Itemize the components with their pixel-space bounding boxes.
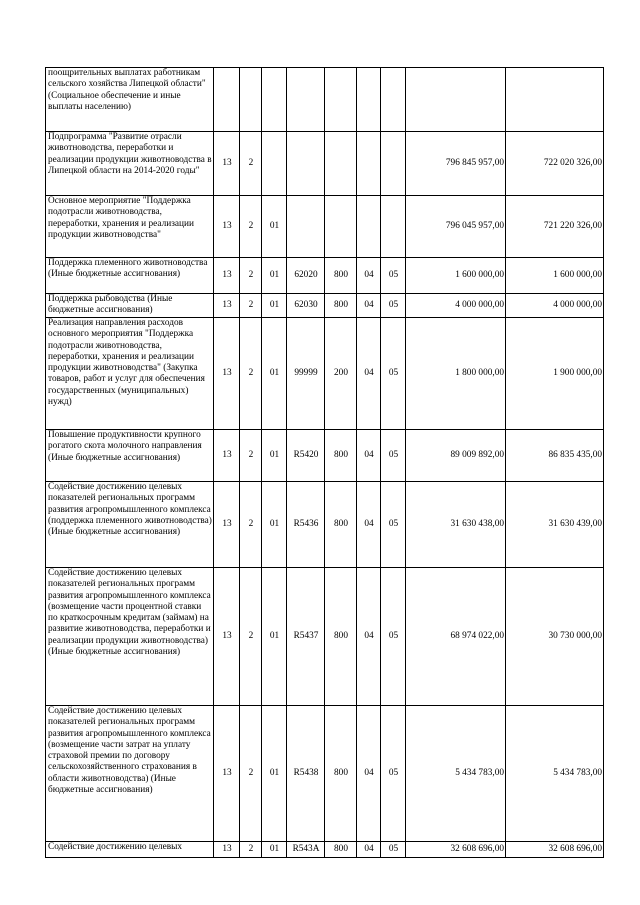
amount-2-cell: 31 630 439,00: [506, 482, 604, 568]
col-5-cell: 800: [325, 482, 357, 568]
col-1-cell: [214, 68, 240, 132]
col-6-cell: 04: [357, 430, 381, 482]
col-1-cell: 13: [214, 132, 240, 196]
table-row: [46, 68, 604, 132]
col-4-cell: 99999: [287, 318, 325, 430]
col-7-cell: [381, 68, 406, 132]
col-4-cell: R5438: [287, 706, 325, 842]
col-6-cell: [357, 68, 381, 132]
table-row: [46, 706, 604, 842]
col-7-cell: 05: [381, 482, 406, 568]
col-5-cell: [325, 196, 357, 258]
col-6-cell: 04: [357, 706, 381, 842]
col-4-cell: [287, 68, 325, 132]
col-4-cell: [287, 132, 325, 196]
table-row: [46, 842, 604, 858]
amount-2-cell: 30 730 000,00: [506, 568, 604, 706]
col-1-cell: 13: [214, 196, 240, 258]
col-2-cell: 2: [240, 318, 262, 430]
col-7-cell: 05: [381, 842, 406, 858]
col-4-cell: R543A: [287, 842, 325, 858]
row-name-cell: Основное мероприятие "Поддержка подотрасли животноводства, переработки, хранения и реализации продукции животноводства": [46, 196, 214, 258]
table-row: [46, 196, 604, 258]
col-3-cell: [262, 132, 287, 196]
col-4-cell: 62030: [287, 294, 325, 318]
amount-1-cell: 796 045 957,00: [406, 196, 506, 258]
col-4-cell: R5420: [287, 430, 325, 482]
col-7-cell: [381, 132, 406, 196]
col-6-cell: 04: [357, 318, 381, 430]
col-3-cell: [262, 68, 287, 132]
amount-2-cell: 5 434 783,00: [506, 706, 604, 842]
amount-2-cell: 1 600 000,00: [506, 258, 604, 294]
col-1-cell: 13: [214, 430, 240, 482]
col-6-cell: 04: [357, 568, 381, 706]
col-3-cell: 01: [262, 482, 287, 568]
table-row: [46, 482, 604, 568]
amount-1-cell: 89 009 892,00: [406, 430, 506, 482]
col-5-cell: [325, 68, 357, 132]
row-name-cell: Подпрограмма "Развитие отрасли животноводства, переработки и реализации продукции животноводства в Липецкой области на 2014-2020 годы": [46, 132, 214, 196]
col-4-cell: R5436: [287, 482, 325, 568]
col-1-cell: 13: [214, 706, 240, 842]
col-2-cell: 2: [240, 568, 262, 706]
col-7-cell: 05: [381, 568, 406, 706]
col-3-cell: 01: [262, 318, 287, 430]
col-7-cell: 05: [381, 258, 406, 294]
col-3-cell: 01: [262, 842, 287, 858]
amount-1-cell: 1 800 000,00: [406, 318, 506, 430]
col-2-cell: [240, 68, 262, 132]
row-name-cell: Содействие достижению целевых показателей региональных программ развития агропромышленного комплекса (возмещение части затрат на уплату страховой премии по договору сельскохозяйственного страхования в области животноводства) (Иные бюджетные ассигнования): [46, 706, 214, 842]
col-3-cell: 01: [262, 430, 287, 482]
row-name-cell: Поддержка рыбоводства (Иные бюджетные ассигнования): [46, 294, 214, 318]
col-7-cell: 05: [381, 318, 406, 430]
col-4-cell: [287, 196, 325, 258]
col-3-cell: 01: [262, 258, 287, 294]
col-5-cell: 200: [325, 318, 357, 430]
col-4-cell: 62020: [287, 258, 325, 294]
col-7-cell: [381, 196, 406, 258]
col-3-cell: 01: [262, 568, 287, 706]
row-name-cell: Поддержка племенного животноводства (Иные бюджетные ассигнования): [46, 258, 214, 294]
col-5-cell: 800: [325, 294, 357, 318]
col-5-cell: 800: [325, 706, 357, 842]
col-2-cell: 2: [240, 294, 262, 318]
amount-1-cell: 31 630 438,00: [406, 482, 506, 568]
col-1-cell: 13: [214, 842, 240, 858]
col-5-cell: 800: [325, 842, 357, 858]
amount-2-cell: 86 835 435,00: [506, 430, 604, 482]
amount-1-cell: [406, 68, 506, 132]
row-name-cell: Содействие достижению целевых показателей региональных программ развития агропромышленного комплекса (возмещение части процентной ставки по краткосрочным кредитам (займам) на развитие животноводства, переработки и реализации продукции животноводства) (Иные бюджетные ассигнования): [46, 568, 214, 706]
amount-2-cell: 32 608 696,00: [506, 842, 604, 858]
col-1-cell: 13: [214, 318, 240, 430]
table-row: [46, 568, 604, 706]
col-6-cell: [357, 132, 381, 196]
col-1-cell: 13: [214, 568, 240, 706]
amount-1-cell: 68 974 022,00: [406, 568, 506, 706]
row-name-cell: Содействие достижению целевых: [46, 842, 214, 858]
row-name-cell: Содействие достижению целевых показателей региональных программ развития агропромышленного комплекса (поддержка племенного животноводства) (Иные бюджетные ассигнования): [46, 482, 214, 568]
col-6-cell: 04: [357, 482, 381, 568]
col-2-cell: 2: [240, 482, 262, 568]
amount-1-cell: 4 000 000,00: [406, 294, 506, 318]
col-6-cell: 04: [357, 842, 381, 858]
amount-1-cell: 796 845 957,00: [406, 132, 506, 196]
table-row: [46, 258, 604, 294]
col-5-cell: [325, 132, 357, 196]
amount-1-cell: 1 600 000,00: [406, 258, 506, 294]
col-3-cell: 01: [262, 706, 287, 842]
amount-2-cell: [506, 68, 604, 132]
col-2-cell: 2: [240, 196, 262, 258]
table-row: [46, 318, 604, 430]
table-row: [46, 294, 604, 318]
col-5-cell: 800: [325, 568, 357, 706]
row-name-cell: Повышение продуктивности крупного рогатого скота молочного направления (Иные бюджетные ассигнования): [46, 430, 214, 482]
col-3-cell: 01: [262, 196, 287, 258]
amount-2-cell: 1 900 000,00: [506, 318, 604, 430]
row-name-cell: Реализация направления расходов основного мероприятия "Поддержка подотрасли животноводства, переработки, хранения и реализации продукции животноводства" (Закупка товаров, работ и услуг для обеспечения государственных (муниципальных) нужд): [46, 318, 214, 430]
col-1-cell: 13: [214, 258, 240, 294]
col-1-cell: 13: [214, 482, 240, 568]
col-2-cell: 2: [240, 706, 262, 842]
row-name-cell: поощрительных выплатах работникам сельского хозяйства Липецкой области" (Социальное обеспечение и иные выплаты населению): [46, 68, 214, 132]
table-row: [46, 132, 604, 196]
col-3-cell: 01: [262, 294, 287, 318]
budget-table: [45, 67, 604, 858]
col-2-cell: 2: [240, 132, 262, 196]
col-5-cell: 800: [325, 430, 357, 482]
col-2-cell: 2: [240, 258, 262, 294]
amount-2-cell: 721 220 326,00: [506, 196, 604, 258]
col-7-cell: 05: [381, 294, 406, 318]
table-row: [46, 430, 604, 482]
col-6-cell: 04: [357, 294, 381, 318]
col-2-cell: 2: [240, 430, 262, 482]
col-7-cell: 05: [381, 430, 406, 482]
col-6-cell: [357, 196, 381, 258]
col-4-cell: R5437: [287, 568, 325, 706]
col-5-cell: 800: [325, 258, 357, 294]
amount-2-cell: 4 000 000,00: [506, 294, 604, 318]
col-6-cell: 04: [357, 258, 381, 294]
col-1-cell: 13: [214, 294, 240, 318]
amount-1-cell: 32 608 696,00: [406, 842, 506, 858]
col-2-cell: 2: [240, 842, 262, 858]
table-body: [46, 68, 604, 858]
amount-1-cell: 5 434 783,00: [406, 706, 506, 842]
col-7-cell: 05: [381, 706, 406, 842]
amount-2-cell: 722 020 326,00: [506, 132, 604, 196]
